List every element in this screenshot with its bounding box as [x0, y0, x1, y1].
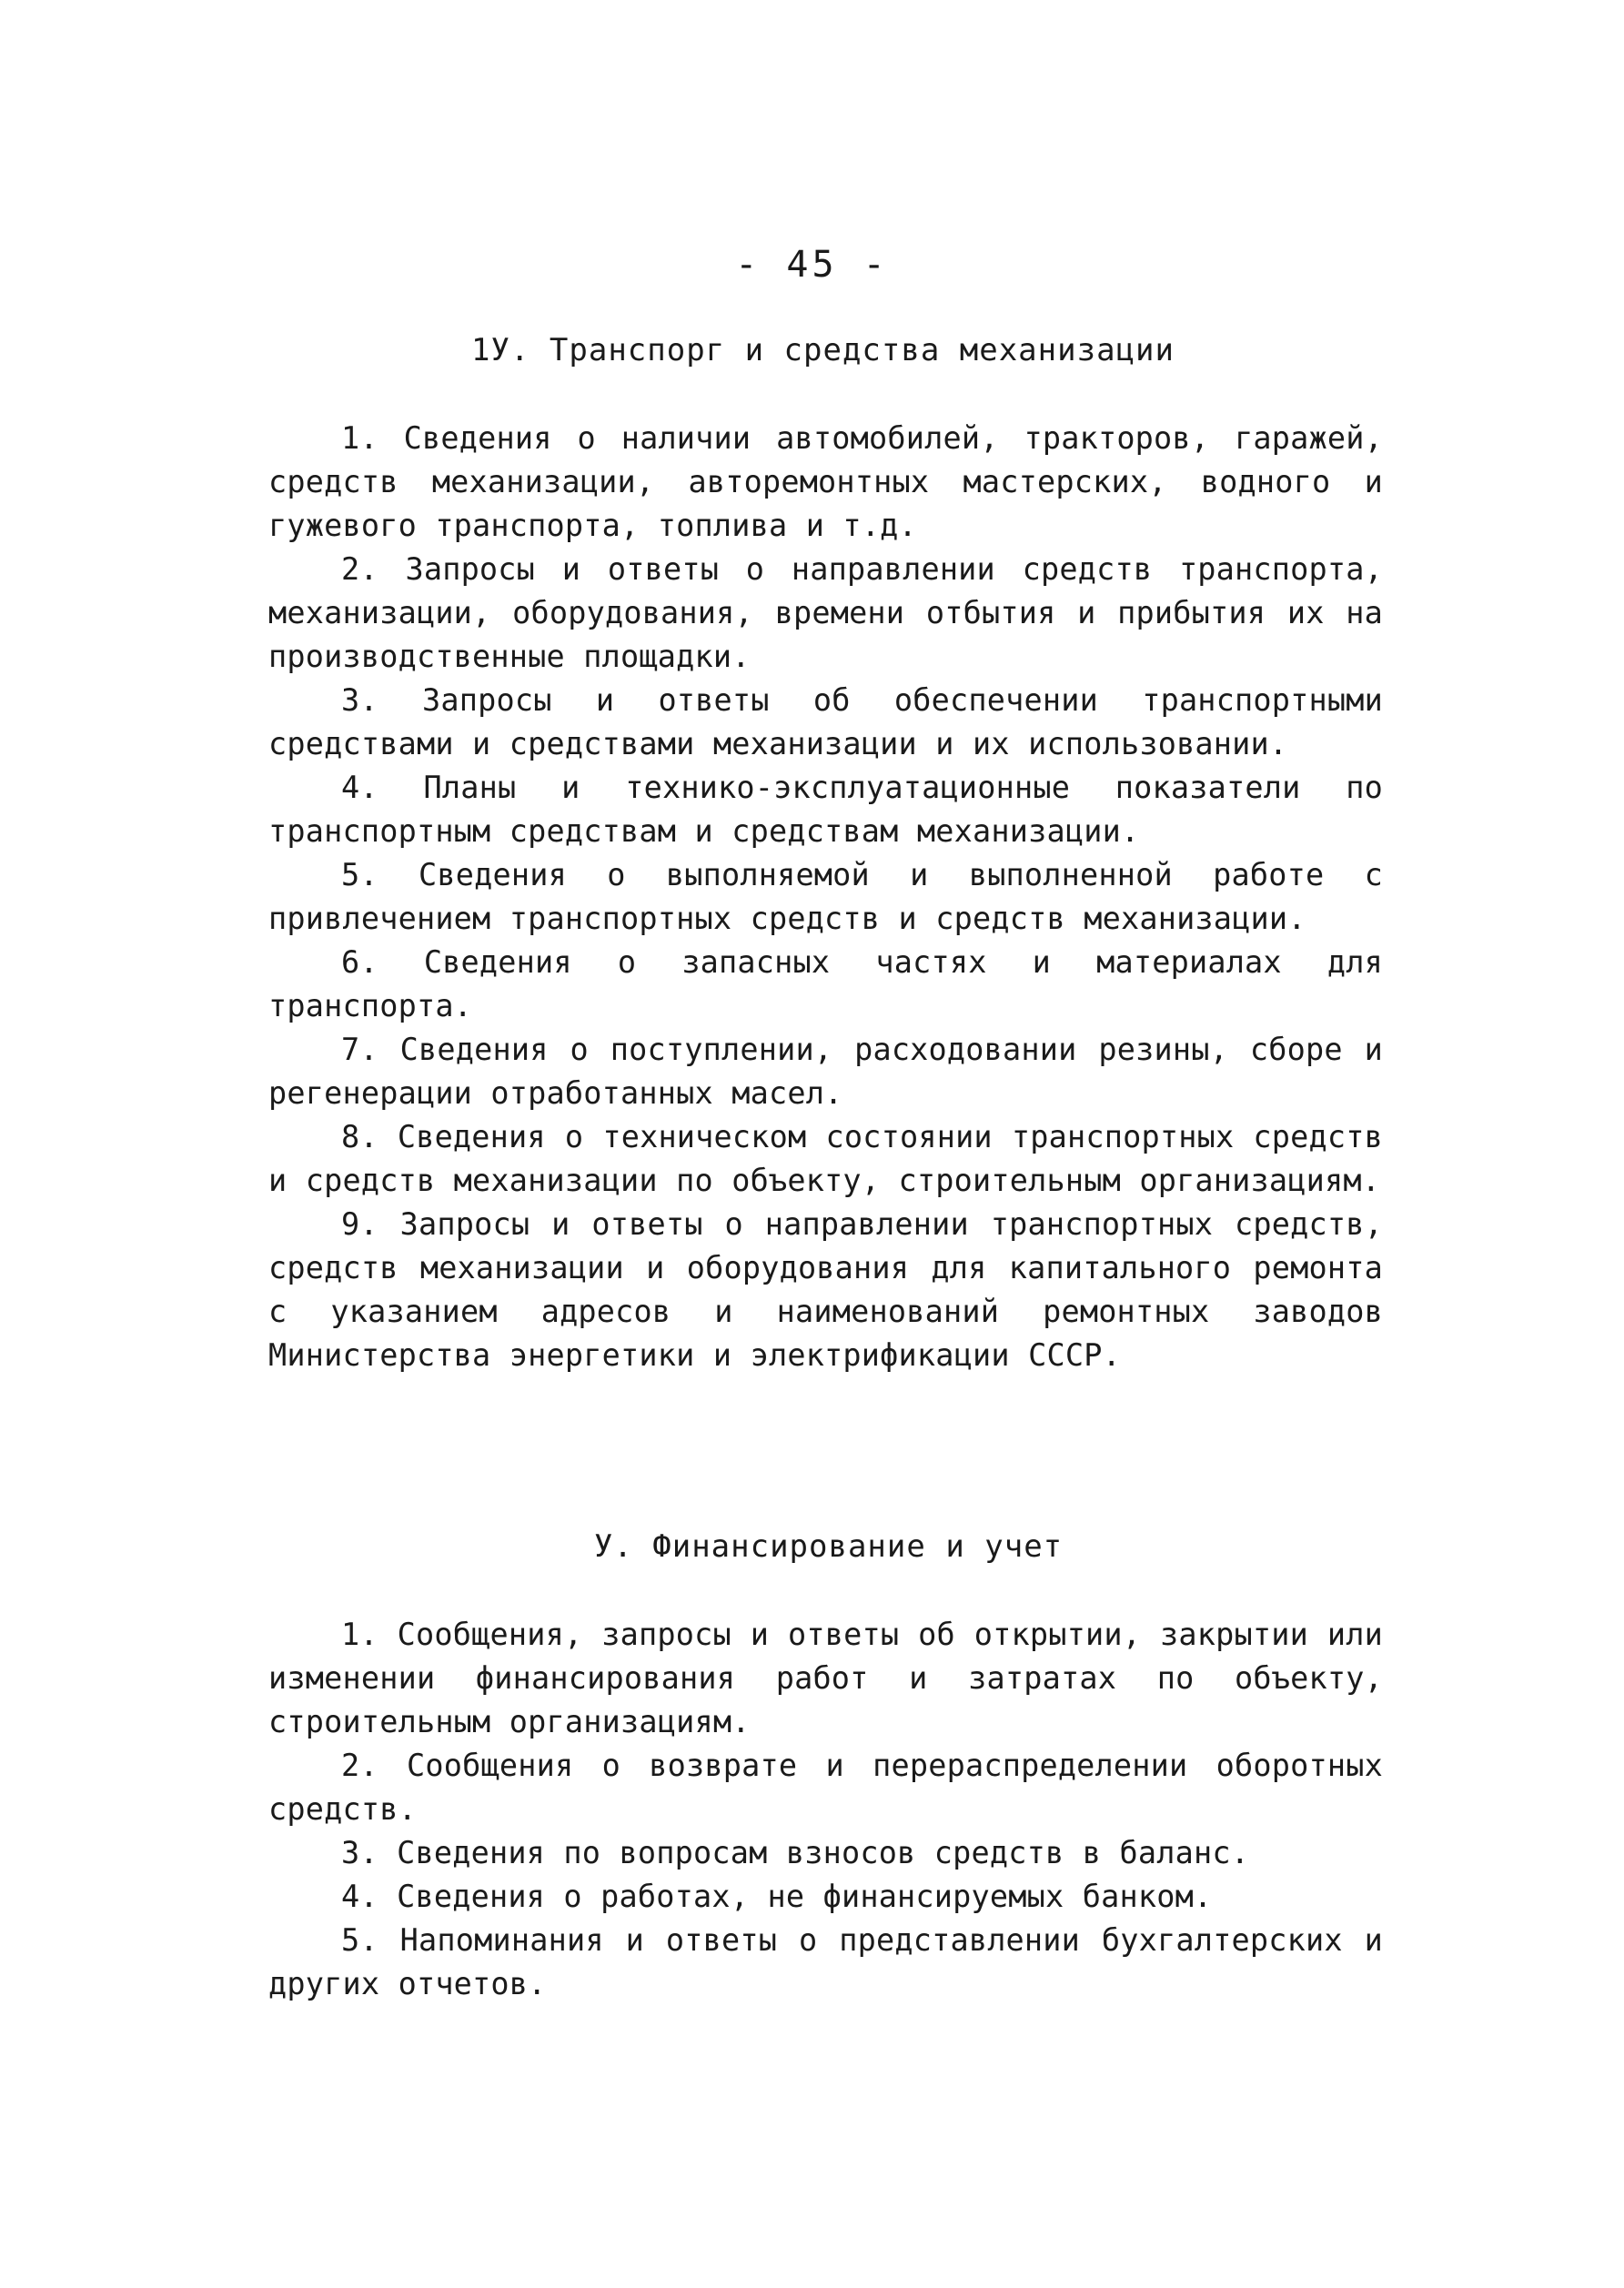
list-item: 3. Запросы и ответы об обеспечении транспортными средствами и средствами механизации и их использовании.	[268, 682, 1383, 761]
list-item: 6. Сведения о запасных частях и материалах для транспорта.	[268, 944, 1383, 1023]
list-item: 8. Сведения о техническом состоянии транспортных средств и средств механизации по объекту, строительным организациям.	[268, 1119, 1383, 1198]
list-item: 3. Сведения по вопросам взносов средств в баланс.	[341, 1835, 1250, 1870]
list-item: 4. Сведения о работах, не финансируемых банком.	[341, 1879, 1213, 1914]
list-item: 7. Сведения о поступлении, расходовании резины, сборе и регенерации отработанных масел.	[268, 1032, 1383, 1111]
list-item: 2. Сообщения о возврате и перераспределении оборотных средств.	[268, 1748, 1383, 1827]
section-body-finance	[268, 1613, 1383, 2006]
list-item: 2. Запросы и ответы о направлении средств транспорта, механизации, оборудования, времени отбытия и прибытия их на производственные площадки.	[268, 551, 1383, 674]
list-item: 5. Сведения о выполняемой и выполненной работе с привлечением транспортных средств и средств механизации.	[268, 857, 1383, 936]
page-number: - 45 -	[735, 244, 889, 286]
list-item: 5. Напоминания и ответы о представлении бухгалтерских и других отчетов.	[268, 1922, 1383, 2001]
section-heading-finance: У. Финансирование и учет	[593, 1528, 1064, 1565]
list-item: 1. Сообщения, запросы и ответы об открытии, закрытии или изменении финансирования работ и затратах по объекту, строительным организациям.	[268, 1617, 1383, 1739]
list-item: 1. Сведения о наличии автомобилей, тракторов, гаражей, средств механизации, авторемонтных мастерских, водного и гужевого транспорта, топлива и т.д.	[268, 420, 1383, 543]
list-item: 9. Запросы и ответы о направлении транспортных средств, средств механизации и оборудования для капитального ремонта с указанием адресов и наименований ремонтных заводов Министерства энергетики и электрификации СССР.	[268, 1206, 1383, 1373]
list-item: 4. Планы и технико-эксплуатационные показатели по транспортным средствам и средствам механизации.	[268, 770, 1383, 849]
section-body-transport	[268, 417, 1383, 1377]
section-heading-transport: 1У. Транспорг и средства механизации	[471, 332, 1175, 368]
